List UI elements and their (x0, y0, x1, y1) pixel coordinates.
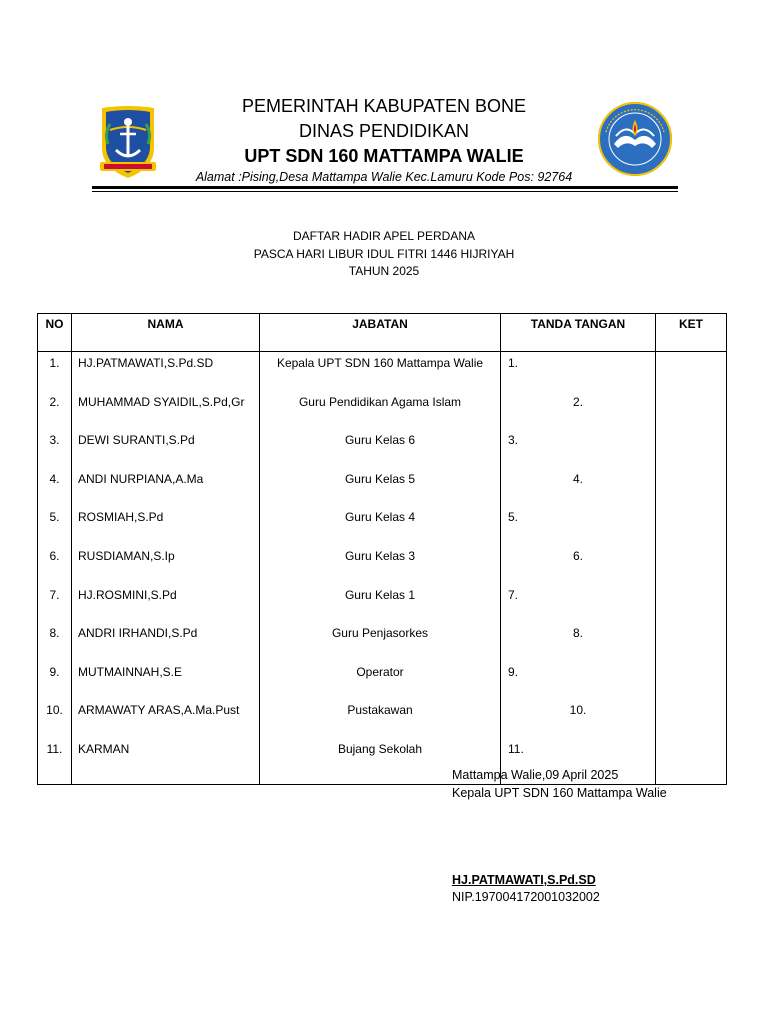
cell-ket (656, 584, 727, 623)
cell-ket (656, 661, 727, 700)
cell-no: 10. (38, 699, 72, 738)
cell-jabatan: Kepala UPT SDN 160 Mattampa Walie (260, 352, 501, 391)
cell-jabatan: Bujang Sekolah (260, 738, 501, 785)
table-row (38, 738, 727, 785)
header-jabatan: JABATAN (260, 314, 501, 352)
cell-nama: ROSMIAH,S.Pd (78, 510, 164, 525)
header-no: NO (38, 314, 72, 352)
cell-jabatan: Guru Penjasorkes (260, 622, 501, 661)
cell-jabatan: Operator (260, 661, 501, 700)
document-year: TAHUN 2025 (348, 264, 420, 278)
letterhead-rule-thick (92, 186, 678, 189)
cell-no: 5. (38, 506, 72, 545)
letterhead-school: UPT SDN 160 MATTAMPA WALIE (244, 146, 524, 166)
cell-signature: 7. (508, 587, 519, 602)
cell-jabatan: Guru Kelas 6 (260, 429, 501, 468)
cell-signature: 2. (572, 394, 583, 409)
cell-jabatan: Guru Pendidikan Agama Islam (260, 391, 501, 430)
table-row (38, 429, 727, 468)
cell-no: 11. (38, 738, 72, 785)
cell-ket (656, 622, 727, 661)
cell-no: 1. (38, 352, 72, 391)
cell-ket (656, 506, 727, 545)
cell-signature: 6. (572, 548, 583, 563)
cell-nama: RUSDIAMAN,S.Ip (78, 548, 175, 563)
cell-ket (656, 352, 727, 391)
header-ket: KET (656, 314, 727, 352)
table-row (38, 506, 727, 545)
letterhead-government: PEMERINTAH KABUPATEN BONE (241, 96, 527, 116)
table-row (38, 661, 727, 700)
cell-nama: ANDI NURPIANA,A.Ma (78, 471, 204, 486)
header-nama: NAMA (72, 314, 260, 352)
cell-no: 8. (38, 622, 72, 661)
cell-signature: 4. (572, 471, 583, 486)
table-row (38, 468, 727, 507)
cell-no: 2. (38, 391, 72, 430)
table-row (38, 545, 727, 584)
cell-ket (656, 391, 727, 430)
cell-no: 3. (38, 429, 72, 468)
cell-signature: 5. (508, 510, 519, 525)
table-row (38, 584, 727, 623)
attendance-table (37, 313, 727, 785)
signature-name: HJ.PATMAWATI,S.Pd.SD (452, 873, 596, 887)
cell-jabatan: Guru Kelas 1 (260, 584, 501, 623)
cell-signature: 8. (572, 626, 583, 641)
cell-signature: 3. (508, 433, 519, 448)
cell-jabatan: Guru Kelas 5 (260, 468, 501, 507)
cell-nama: HJ.ROSMINI,S.Pd (78, 587, 177, 602)
signature-nip: NIP.197004172001032002 (452, 890, 600, 904)
cell-ket (656, 429, 727, 468)
cell-no: 9. (38, 661, 72, 700)
cell-no: 7. (38, 584, 72, 623)
letterhead-department: DINAS PENDIDIKAN (298, 121, 470, 141)
table-row (38, 352, 727, 391)
cell-nama: DEWI SURANTI,S.Pd (78, 433, 195, 448)
header-tanda-tangan: TANDA TANGAN (501, 314, 656, 352)
letterhead-address: Alamat :Pising,Desa Mattampa Walie Kec.Lamuru Kode Pos: 92764 (195, 170, 573, 184)
cell-jabatan: Pustakawan (260, 699, 501, 738)
cell-nama: KARMAN (78, 741, 130, 756)
cell-signature: 10. (569, 703, 587, 718)
cell-signature: 9. (508, 664, 519, 679)
cell-no: 4. (38, 468, 72, 507)
table-header-row (38, 314, 727, 352)
cell-ket (656, 699, 727, 738)
cell-ket (656, 468, 727, 507)
cell-nama: ANDRI IRHANDI,S.Pd (78, 626, 198, 641)
document-title: DAFTAR HADIR APEL PERDANA (292, 229, 476, 243)
cell-jabatan: Guru Kelas 3 (260, 545, 501, 584)
cell-nama: ARMAWATY ARAS,A.Ma.Pust (78, 703, 240, 718)
cell-nama: MUTMAINNAH,S.E (78, 664, 183, 679)
cell-jabatan: Guru Kelas 4 (260, 506, 501, 545)
table-row (38, 622, 727, 661)
cell-signature: 1. (508, 356, 519, 370)
table-row (38, 391, 727, 430)
letterhead-rule-thin (92, 191, 678, 192)
cell-ket (656, 545, 727, 584)
cell-ket (656, 738, 727, 785)
signature-position: Kepala UPT SDN 160 Mattampa Walie (452, 786, 667, 800)
cell-nama: MUHAMMAD SYAIDIL,S.Pd,Gr (78, 394, 245, 409)
cell-nama: HJ.PATMAWATI,S.Pd.SD (78, 356, 214, 370)
table-row (38, 699, 727, 738)
signature-place-date: Mattampa Walie,09 April 2025 (452, 768, 619, 782)
document-subtitle: PASCA HARI LIBUR IDUL FITRI 1446 HIJRIYAH (253, 247, 515, 261)
cell-signature: 11. (508, 741, 524, 756)
cell-no: 6. (38, 545, 72, 584)
